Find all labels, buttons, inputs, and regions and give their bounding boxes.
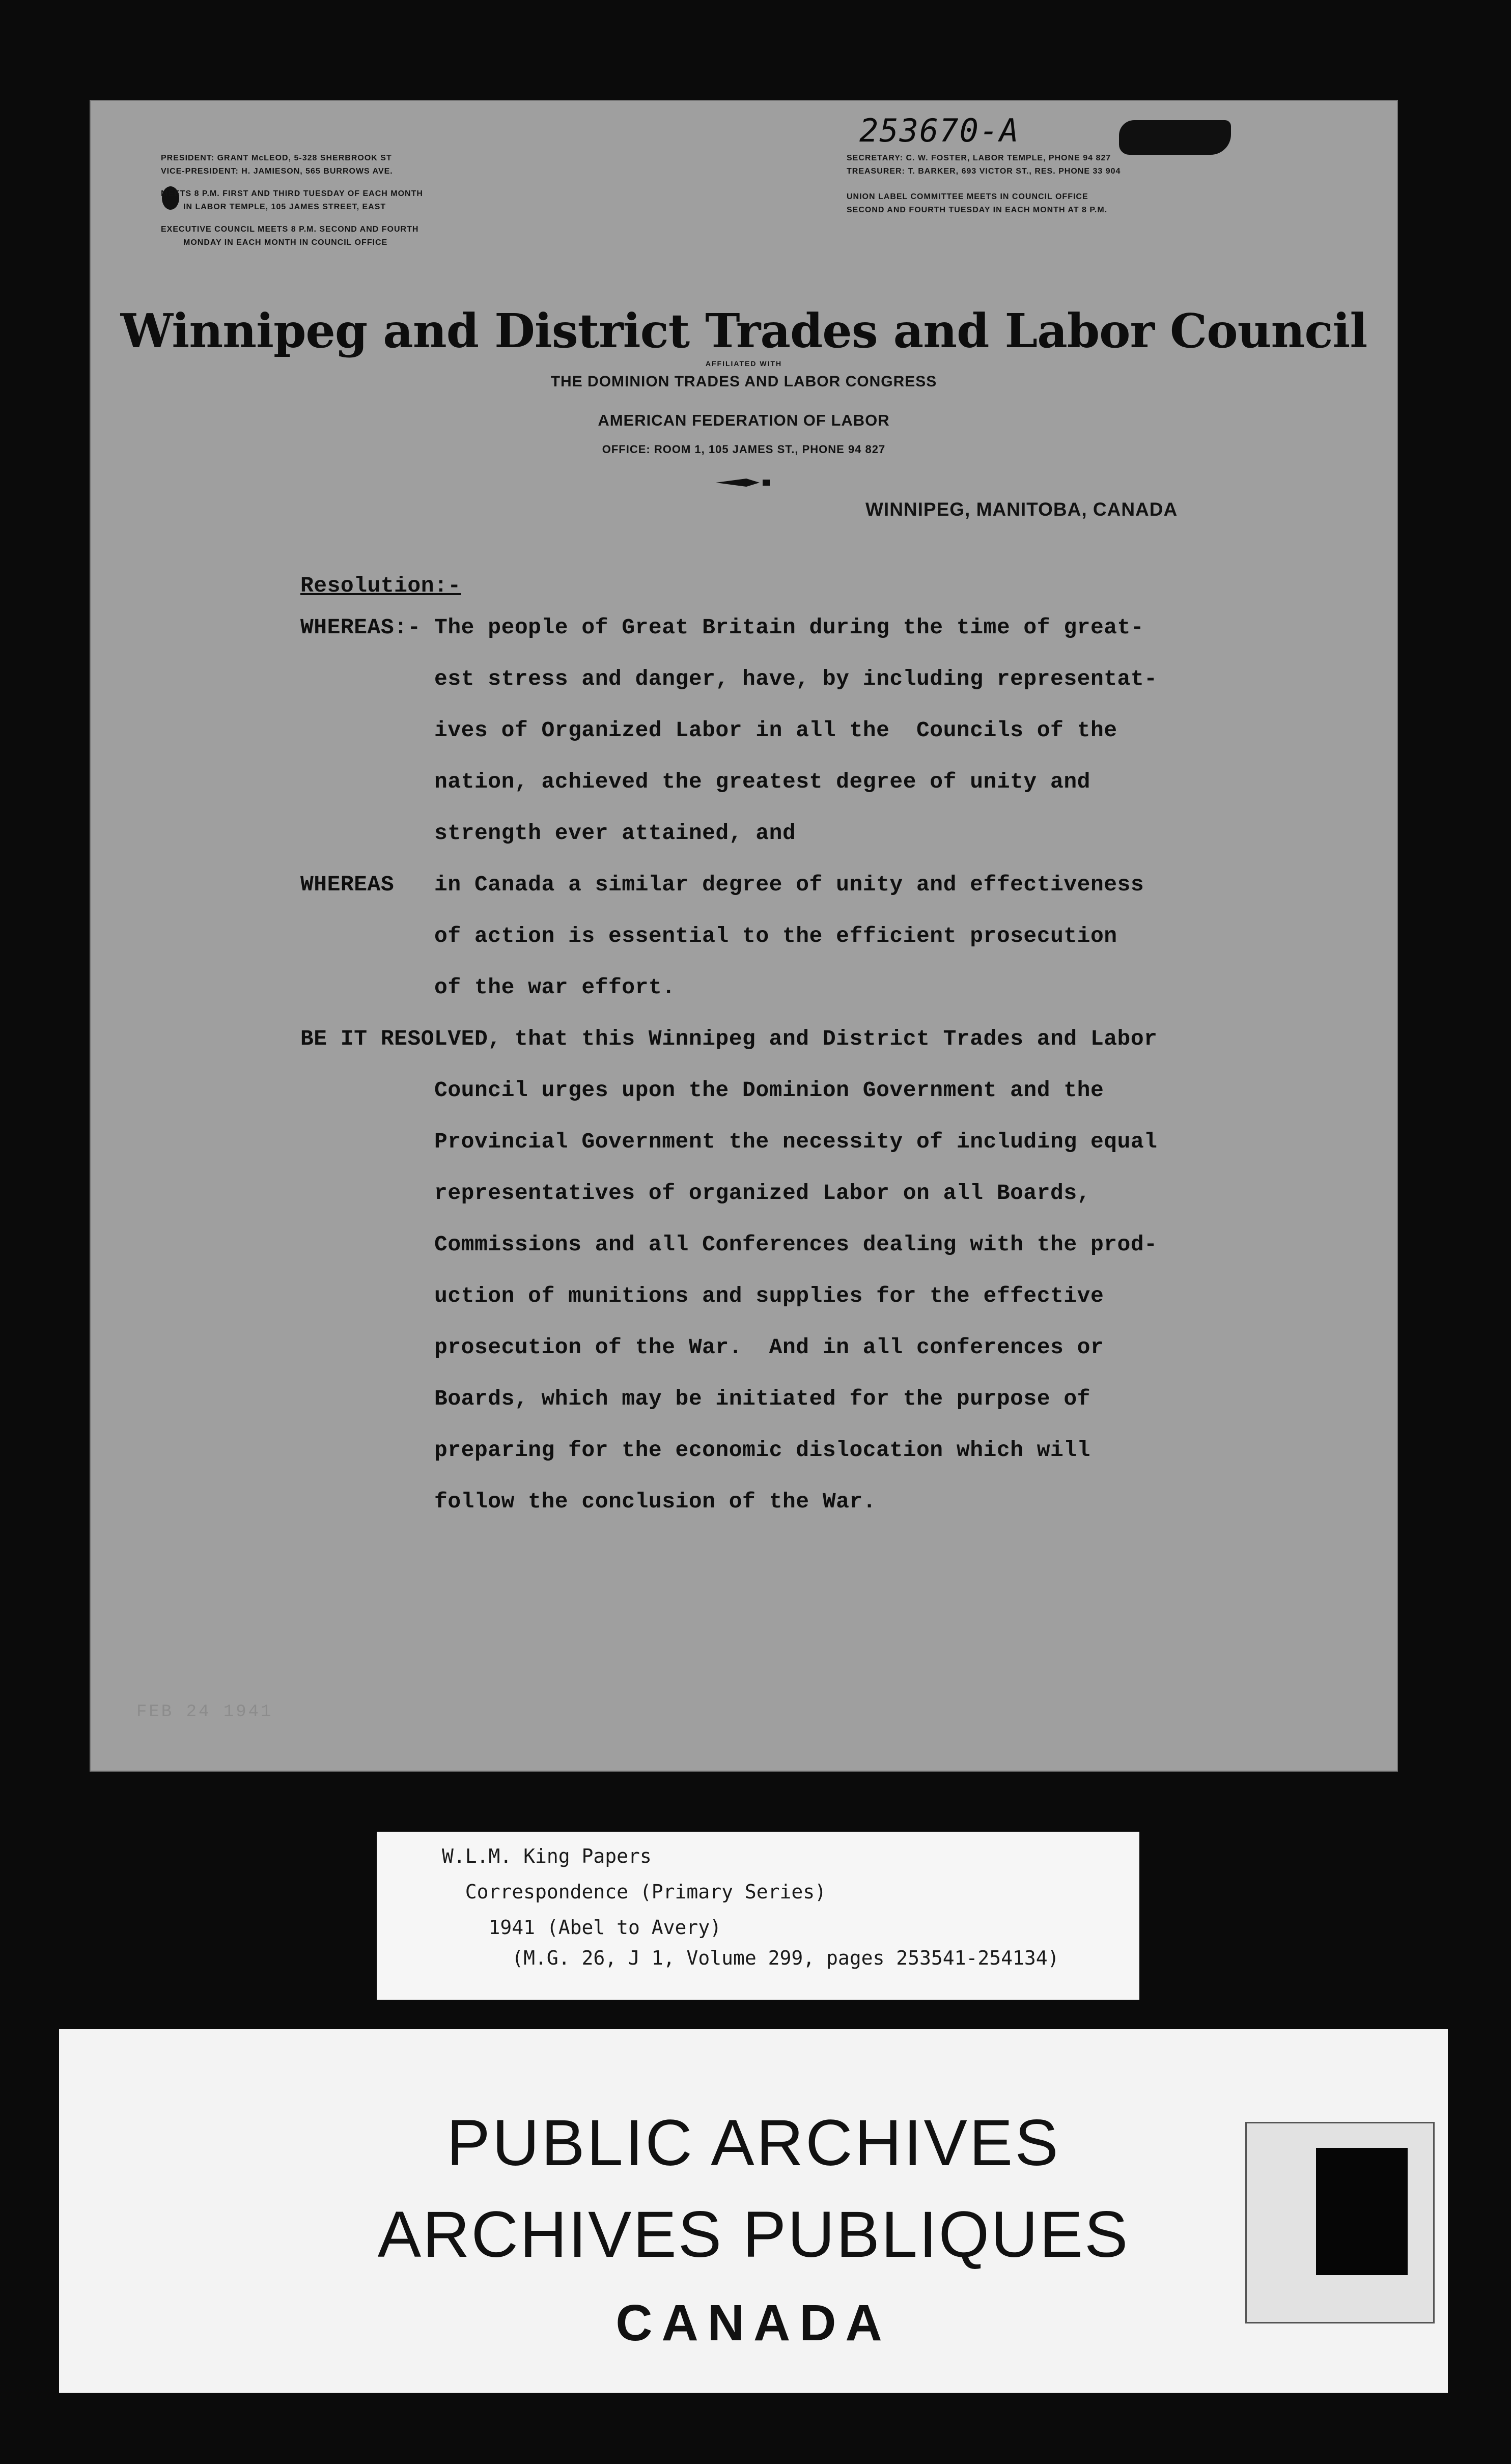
letterhead-officers-right <box>847 152 1381 217</box>
handwritten-reference-number: 253670-A <box>859 112 1020 149</box>
resolution-line: Commissions and all Conferences dealing with the prod- <box>300 1232 1158 1257</box>
resolution-line: follow the conclusion of the War. <box>300 1489 877 1514</box>
letterhead-executive-place: MONDAY IN EACH MONTH IN COUNCIL OFFICE <box>183 238 388 247</box>
resolution-line: nation, achieved the greatest degree of unity and <box>300 769 1090 794</box>
resolution-line: Provincial Government the necessity of including equal <box>300 1129 1158 1154</box>
letterhead-executive-line: EXECUTIVE COUNCIL MEETS 8 P.M. SECOND AND FOURTH <box>161 225 419 234</box>
letterhead-treasurer: TREASURER: T. BARKER, 693 VICTOR ST., RES. PHONE 33 904 <box>847 167 1121 176</box>
letterhead-president: PRESIDENT: GRANT McLEOD, 5-328 SHERBROOK ST <box>161 154 392 162</box>
letterhead-committee-line: UNION LABEL COMMITTEE MEETS IN COUNCIL OFFICE <box>847 192 1088 201</box>
letterhead-meeting-line: MEETS 8 P.M. FIRST AND THIRD TUESDAY OF EACH MONTH <box>161 189 423 198</box>
label-line: 1941 (Abel to Avery) <box>442 1916 722 1939</box>
letterhead-officers-left <box>161 152 670 249</box>
resolution-line: WHEREAS in Canada a similar degree of unity and effectiveness <box>300 872 1144 897</box>
label-line: (M.G. 26, J 1, Volume 299, pages 253541-254134) <box>442 1947 1059 1969</box>
received-date-stamp: FEB 24 1941 <box>136 1702 273 1722</box>
resolution-line: uction of munitions and supplies for the effective <box>300 1283 1104 1308</box>
letterhead-vice-president: VICE-PRESIDENT: H. JAMIESON, 565 BURROWS AVE. <box>161 167 393 176</box>
resolution-line: preparing for the economic dislocation which will <box>300 1438 1090 1463</box>
letterhead-secretary: SECRETARY: C. W. FOSTER, LABOR TEMPLE, PHONE 94 827 <box>847 154 1111 162</box>
affiliation-afl: AMERICAN FEDERATION OF LABOR <box>598 411 890 429</box>
affiliated-with-label: AFFILIATED WITH <box>705 359 782 368</box>
resolution-line: est stress and danger, have, by including representat- <box>300 666 1158 691</box>
label-line: Correspondence (Primary Series) <box>442 1881 826 1903</box>
city-line: WINNIPEG, MANITOBA, CANADA <box>865 499 1178 520</box>
resolution-line: of action is essential to the efficient prosecution <box>300 923 1117 948</box>
ink-blot <box>1119 120 1231 155</box>
public-archives-banner <box>59 2029 1448 2393</box>
resolution-line: prosecution of the War. And in all conferences or <box>300 1335 1104 1360</box>
letterhead-committee-time: SECOND AND FOURTH TUESDAY IN EACH MONTH AT 8 P.M. <box>847 206 1108 214</box>
label-line: W.L.M. King Papers <box>442 1845 652 1867</box>
council-title: Winnipeg and District Trades and Labor Council <box>120 303 1367 358</box>
banner-archives-publiques: ARCHIVES PUBLIQUES <box>377 2198 1130 2271</box>
archive-reference-label <box>377 1832 1139 2000</box>
letterhead-meeting-place: IN LABOR TEMPLE, 105 JAMES STREET, EAST <box>183 203 386 211</box>
resolution-line: Boards, which may be initiated for the purpose of <box>300 1386 1090 1411</box>
pen-ornament-icon <box>716 477 772 489</box>
calibration-target <box>1245 2122 1435 2323</box>
resolution-line: of the war effort. <box>300 975 676 1000</box>
resolution-heading: Resolution:- <box>300 573 461 598</box>
resolution-line: Council urges upon the Dominion Government and the <box>300 1078 1104 1103</box>
resolution-line: BE IT RESOLVED, that this Winnipeg and District Trades and Labor <box>300 1026 1158 1051</box>
resolution-line: WHEREAS:- The people of Great Britain during the time of great- <box>300 615 1144 640</box>
office-address: OFFICE: ROOM 1, 105 JAMES ST., PHONE 94 827 <box>602 443 886 456</box>
banner-public-archives: PUBLIC ARCHIVES <box>446 2107 1060 2179</box>
resolution-line: representatives of organized Labor on all Boards, <box>300 1181 1090 1206</box>
resolution-line: ives of Organized Labor in all the Councils of the <box>300 718 1117 743</box>
calibration-black-patch <box>1316 2148 1408 2275</box>
affiliation-dominion-congress: THE DOMINION TRADES AND LABOR CONGRESS <box>550 373 937 390</box>
letter-page <box>91 101 1397 1771</box>
banner-canada: CANADA <box>615 2294 891 2351</box>
resolution-line: strength ever attained, and <box>300 821 796 846</box>
